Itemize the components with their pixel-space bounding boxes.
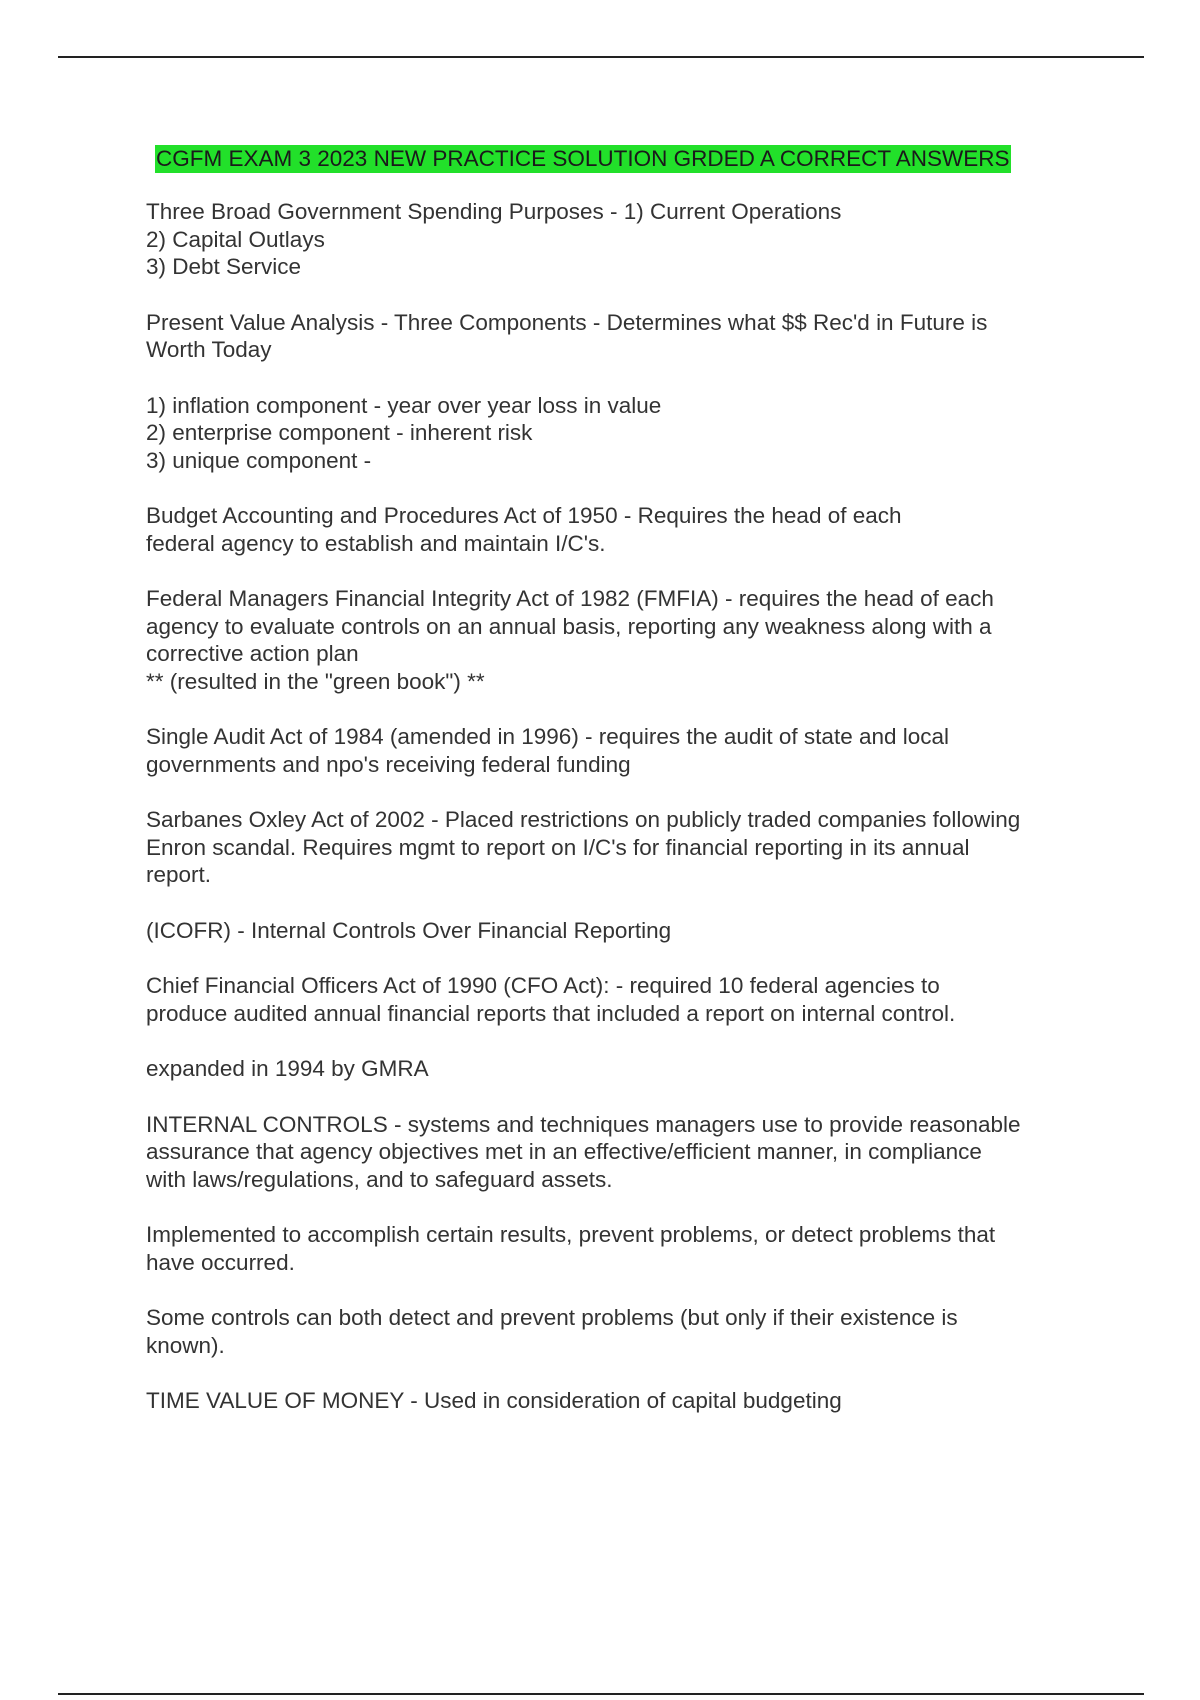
- text-line: TIME VALUE OF MONEY - Used in consideration of capital budgeting: [146, 1388, 842, 1413]
- text-line: produce audited annual financial reports that included a report on internal control.: [146, 1000, 956, 1026]
- paragraph: [146, 1221, 1096, 1276]
- paragraph: [146, 1111, 1096, 1194]
- text-line: governments and npo's receiving federal funding: [146, 751, 631, 777]
- paragraph: [146, 972, 1096, 1027]
- title-container: [155, 145, 1077, 173]
- text-line: corrective action plan: [146, 641, 359, 666]
- text-line: 3) unique component -: [146, 447, 372, 473]
- text-line: Three Broad Government Spending Purposes - 1) Current Operations: [146, 199, 842, 224]
- text-line: Chief Financial Officers Act of 1990 (CFO Act): - required 10 federal agencies to: [146, 973, 940, 998]
- text-line: ** (resulted in the "green book") **: [146, 668, 485, 694]
- text-line: Worth Today: [146, 337, 272, 362]
- text-line: INTERNAL CONTROLS - systems and techniques managers use to provide reasonable: [146, 1111, 1021, 1137]
- text-line: expanded in 1994 by GMRA: [146, 1056, 429, 1081]
- document-body: [146, 198, 1096, 1443]
- paragraph: [146, 1055, 1096, 1083]
- text-line: 2) enterprise component - inherent risk: [146, 420, 533, 445]
- text-line: with laws/regulations, and to safeguard assets.: [146, 1166, 613, 1192]
- paragraph: [146, 502, 1096, 557]
- text-line: Implemented to accomplish certain results, prevent problems, or detect problems that: [146, 1222, 996, 1247]
- document-title: CGFM EXAM 3 2023 NEW PRACTICE SOLUTION GRDED A CORRECT ANSWERS: [156, 146, 1010, 171]
- paragraph: [146, 392, 1096, 475]
- text-line: (ICOFR) - Internal Controls Over Financial Reporting: [146, 917, 672, 943]
- text-line: Single Audit Act of 1984 (amended in 1996) - requires the audit of state and local: [146, 724, 950, 749]
- bottom-rule: [58, 1693, 1144, 1695]
- text-line: Sarbanes Oxley Act of 2002 - Placed restrictions on publicly traded companies following: [146, 807, 1021, 832]
- paragraph: [146, 917, 1096, 945]
- text-line: report.: [146, 862, 212, 887]
- text-line: agency to evaluate controls on an annual basis, reporting any weakness along with a: [146, 613, 992, 639]
- paragraph: [146, 806, 1096, 889]
- text-line: have occurred.: [146, 1249, 295, 1275]
- text-line: assurance that agency objectives met in an effective/efficient manner, in compliance: [146, 1139, 982, 1164]
- paragraph: [146, 1387, 1096, 1415]
- text-line: known).: [146, 1332, 225, 1358]
- text-line: 3) Debt Service: [146, 254, 302, 279]
- top-rule: [58, 56, 1144, 58]
- text-line: Some controls can both detect and prevent problems (but only if their existence is: [146, 1305, 958, 1330]
- text-line: 1) inflation component - year over year loss in value: [146, 392, 662, 418]
- text-line: federal agency to establish and maintain I/C's.: [146, 530, 606, 556]
- text-line: 2) Capital Outlays: [146, 226, 325, 252]
- text-line: Enron scandal. Requires mgmt to report on I/C's for financial reporting in its annual: [146, 834, 970, 860]
- text-line: Federal Managers Financial Integrity Act of 1982 (FMFIA) - requires the head of each: [146, 586, 994, 611]
- text-line: Present Value Analysis - Three Components - Determines what $$ Rec'd in Future is: [146, 309, 988, 335]
- paragraph: [146, 723, 1096, 778]
- paragraph: [146, 1304, 1096, 1359]
- paragraph: [146, 198, 1096, 281]
- text-line: Budget Accounting and Procedures Act of 1950 - Requires the head of each: [146, 503, 902, 528]
- paragraph: [146, 585, 1096, 695]
- paragraph: [146, 309, 1096, 364]
